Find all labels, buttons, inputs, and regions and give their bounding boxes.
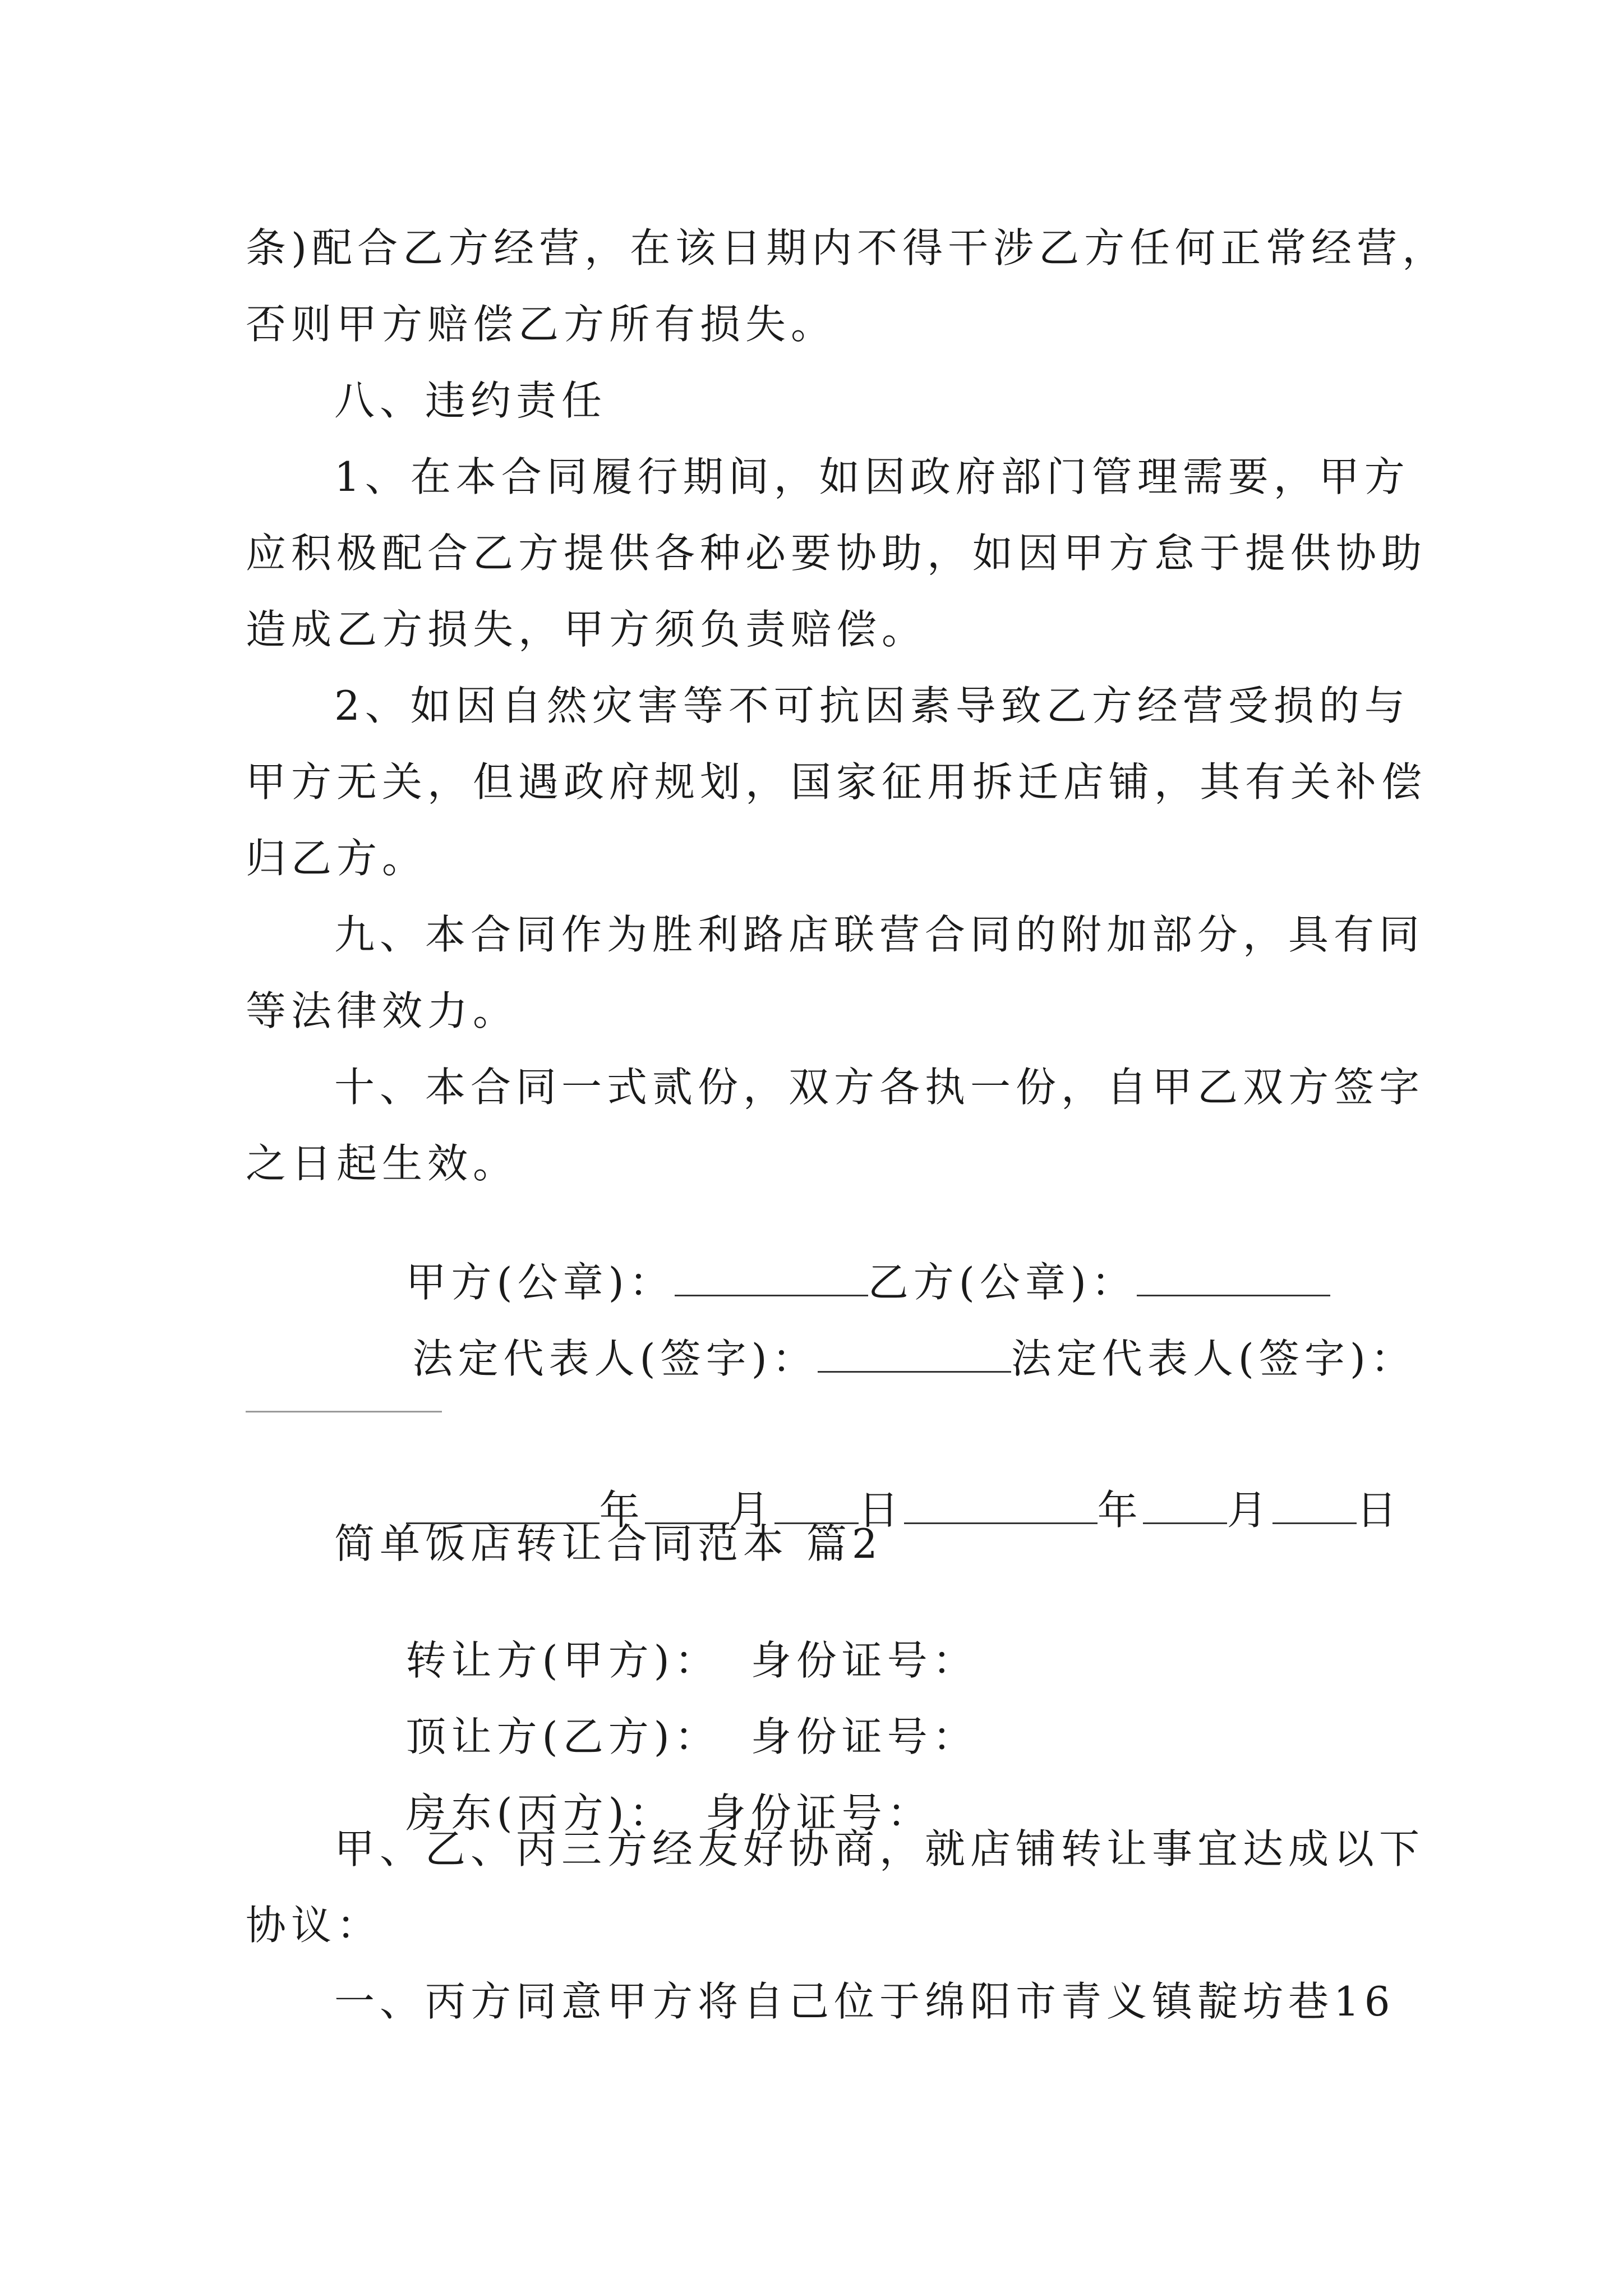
day-b-blank bbox=[1272, 1488, 1357, 1524]
year-a-label: 年 bbox=[599, 1487, 645, 1534]
representative-a-label: 法定代表人(签字)： bbox=[412, 1335, 818, 1382]
paragraph-line: 协议： bbox=[246, 1902, 382, 1949]
paragraph-line: 条)配合乙方经营，在该日期内不得干涉乙方任何正常经营， bbox=[246, 224, 1448, 272]
landlord-label: 房东(丙方)： bbox=[405, 1789, 675, 1837]
party-a-seal-label: 甲方(公章)： bbox=[405, 1259, 675, 1306]
paragraph-line: 1、在本合同履行期间，如因政府部门管理需要，甲方 bbox=[334, 453, 1410, 500]
paragraph-line: 九、本合同作为胜利路店联营合同的附加部分，具有同 bbox=[334, 911, 1425, 958]
landlord-id-label: 身份证号： bbox=[705, 1789, 933, 1837]
paragraph-line: 归乙方。 bbox=[246, 835, 428, 882]
transferee-id-label: 身份证号： bbox=[750, 1713, 978, 1760]
day-a-label: 日 bbox=[858, 1487, 904, 1534]
month-b-blank bbox=[1143, 1488, 1227, 1524]
year-b-label: 年 bbox=[1097, 1487, 1143, 1534]
day-a-blank bbox=[774, 1488, 859, 1524]
transferor-id-label: 身份证号： bbox=[750, 1637, 978, 1684]
party-b-seal-blank bbox=[1137, 1260, 1330, 1296]
paragraph-line: 造成乙方损失，甲方须负责赔偿。 bbox=[246, 606, 928, 653]
day-b-label: 日 bbox=[1356, 1487, 1402, 1534]
party-b-seal-label: 乙方(公章)： bbox=[868, 1259, 1137, 1306]
party-a-seal-blank bbox=[675, 1260, 868, 1296]
paragraph-line: 否则甲方赔偿乙方所有损失。 bbox=[246, 301, 837, 348]
representative-signature-line bbox=[341, 1296, 1416, 1419]
month-a-label: 月 bbox=[728, 1487, 774, 1534]
paragraph-line: 之日起生效。 bbox=[246, 1140, 519, 1187]
representative-b-blank bbox=[246, 1411, 442, 1412]
paragraph-line: 一、丙方同意甲方将自己位于绵阳市青义镇靛坊巷16 bbox=[334, 1978, 1395, 2025]
paragraph-line: 甲、乙、丙三方经友好协商，就店铺转让事宜达成以下 bbox=[334, 1825, 1425, 1872]
representative-b-label: 法定代表人(签字)： bbox=[1011, 1335, 1416, 1382]
month-b-label: 月 bbox=[1227, 1487, 1272, 1534]
year-a-blank bbox=[406, 1488, 600, 1524]
representative-a-blank bbox=[818, 1336, 1011, 1373]
section-title: 简单饭店转让合同范本 篇2 bbox=[334, 1520, 883, 1567]
section-heading: 八、违约责任 bbox=[334, 377, 607, 424]
year-b-blank bbox=[904, 1488, 1098, 1524]
paragraph-line: 甲方无关，但遇政府规划，国家征用拆迁店铺，其有关补偿 bbox=[246, 758, 1427, 806]
transferee-label: 顶让方(乙方)： bbox=[405, 1713, 720, 1760]
paragraph-line: 十、本合同一式贰份，双方各执一份，自甲乙双方签字 bbox=[334, 1064, 1425, 1111]
month-a-blank bbox=[645, 1488, 729, 1524]
paragraph-line: 2、如因自然灾害等不可抗因素导致乙方经营受损的与 bbox=[334, 682, 1410, 729]
transferor-label: 转让方(甲方)： bbox=[405, 1637, 720, 1684]
paragraph-line: 应积极配合乙方提供各种必要协助，如因甲方怠于提供协助 bbox=[246, 530, 1427, 577]
paragraph-line: 等法律效力。 bbox=[246, 987, 519, 1034]
